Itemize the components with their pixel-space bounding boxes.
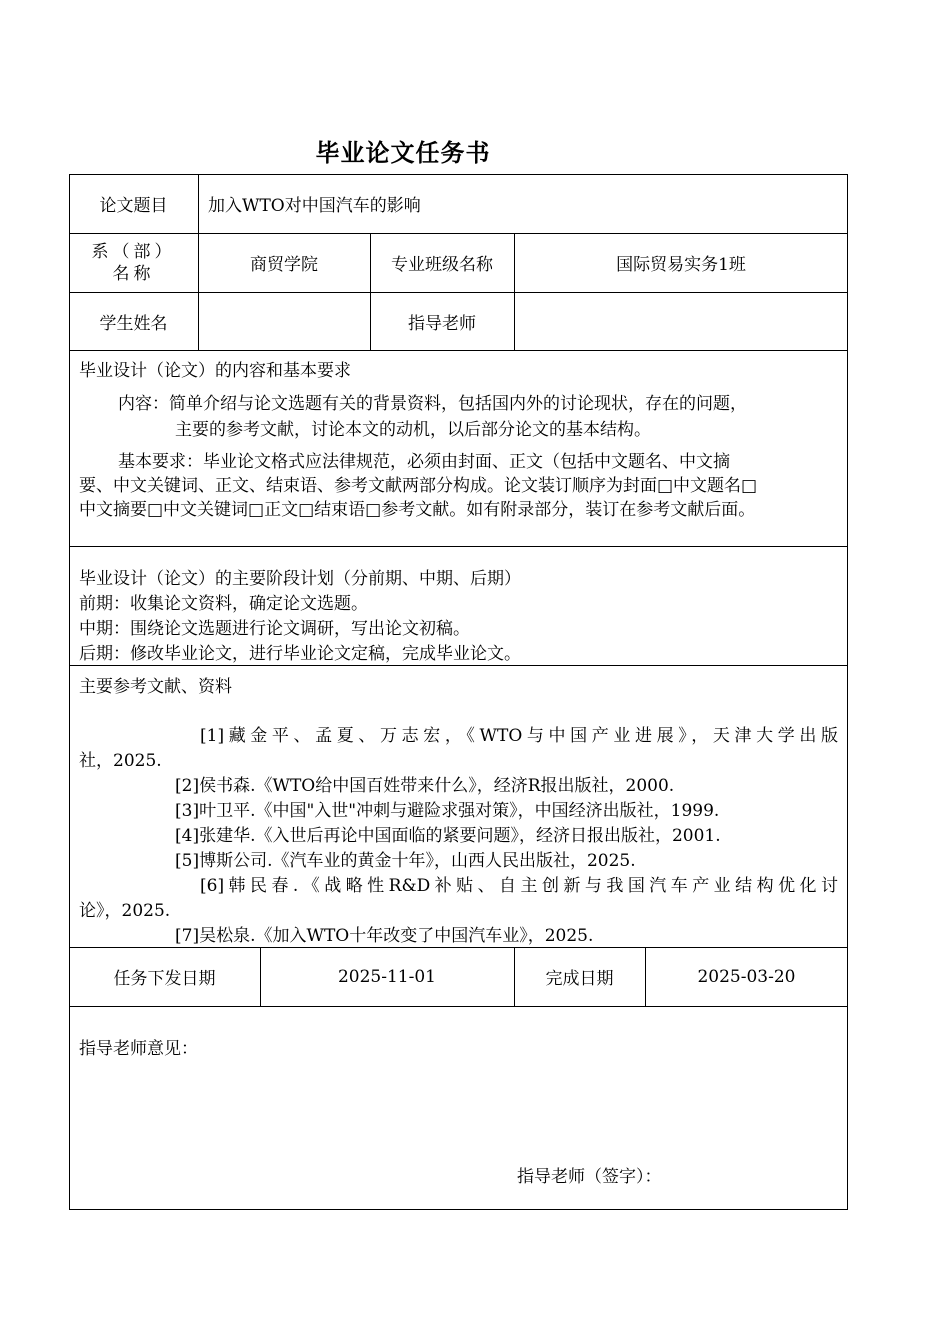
- class-label: 专业班级名称: [391, 255, 493, 275]
- advisor-value: [514, 292, 848, 350]
- content-heading: 毕业设计（论文）的内容和基本要求: [79, 361, 351, 381]
- dept-label: [69, 233, 198, 292]
- references-heading: 主要参考文献、资料: [79, 677, 232, 697]
- topic-value: 加入WTO对中国汽车的影响: [208, 196, 421, 216]
- issue-date-label: 任务下发日期: [113, 969, 216, 989]
- opinion-heading: 指导老师意见：: [79, 1039, 198, 1059]
- finish-date-value: 2025-03-20: [697, 966, 796, 987]
- class-value: 国际贸易实务1班: [616, 255, 746, 275]
- reference-item: [2]侯书森.《WTO给中国百姓带来什么》，经济R报出版社，2000.: [175, 776, 675, 796]
- reference-item: [1]藏金平、孟夏、万志宏，《WTO与中国产业进展》，天津大学出版: [200, 726, 838, 746]
- dept-value: 商贸学院: [250, 255, 318, 275]
- row-divider: [69, 1006, 848, 1007]
- reference-item: 社，2025.: [79, 751, 162, 771]
- plan-heading: 毕业设计（论文）的主要阶段计划（分前期、中期、后期）: [79, 569, 521, 589]
- reference-item: [7]吴松泉.《加入WTO十年改变了中国汽车业》，2025.: [175, 926, 594, 946]
- row-divider: [69, 350, 848, 351]
- content-line: 主要的参考文献，讨论本文的动机，以后部分论文的基本结构。: [175, 420, 651, 440]
- content-line: 内容：简单介绍与论文选题有关的背景资料，包括国内外的讨论现状，存在的问题，: [118, 394, 747, 414]
- plan-late: 后期：修改毕业论文，进行毕业论文定稿，完成毕业论文。: [79, 644, 521, 664]
- reference-item: [5]博斯公司.《汽车业的黄金十年》，山西人民出版社，2025.: [175, 851, 636, 871]
- plan-early: 前期：收集论文资料，确定论文选题。: [79, 594, 368, 614]
- reference-item: [6]韩民春.《战略性R&D补贴、自主创新与我国汽车产业结构优化讨: [200, 876, 838, 896]
- requirement-line: 基本要求：毕业论文格式应法律规范，必须由封面、正文（包括中文题名、中文摘: [118, 452, 730, 472]
- plan-middle: 中期：围绕论文选题进行论文调研，写出论文初稿。: [79, 619, 470, 639]
- reference-item: [3]叶卫平.《中国"入世"冲刺与避险求强对策》，中国经济出版社，1999.: [175, 801, 720, 821]
- student-label: 学生姓名: [99, 313, 168, 334]
- document-title: 毕业论文任务书: [315, 139, 491, 167]
- dept-label-text: 系（部）名称: [91, 241, 176, 284]
- advisor-signature-label: 指导老师（签字）：: [517, 1167, 662, 1187]
- requirement-line: 中文摘要□中文关键词□正文□结束语□参考文献。如有附录部分，装订在参考文献后面。: [79, 500, 756, 520]
- requirement-line: 要、中文关键词、正文、结束语、参考文献两部分构成。论文装订顺序为封面□中文题名□: [79, 476, 758, 496]
- finish-date-label: 完成日期: [545, 969, 614, 989]
- reference-item: [4]张建华.《入世后再论中国面临的紧要问题》，经济日报出版社，2001.: [175, 826, 721, 846]
- reference-item: 论》，2025.: [79, 901, 171, 921]
- topic-label: 论文题目: [99, 196, 168, 216]
- student-value: [198, 292, 370, 350]
- row-divider: [69, 546, 848, 547]
- advisor-label: 指导老师: [408, 313, 476, 334]
- issue-date-value: 2025-11-01: [337, 966, 436, 987]
